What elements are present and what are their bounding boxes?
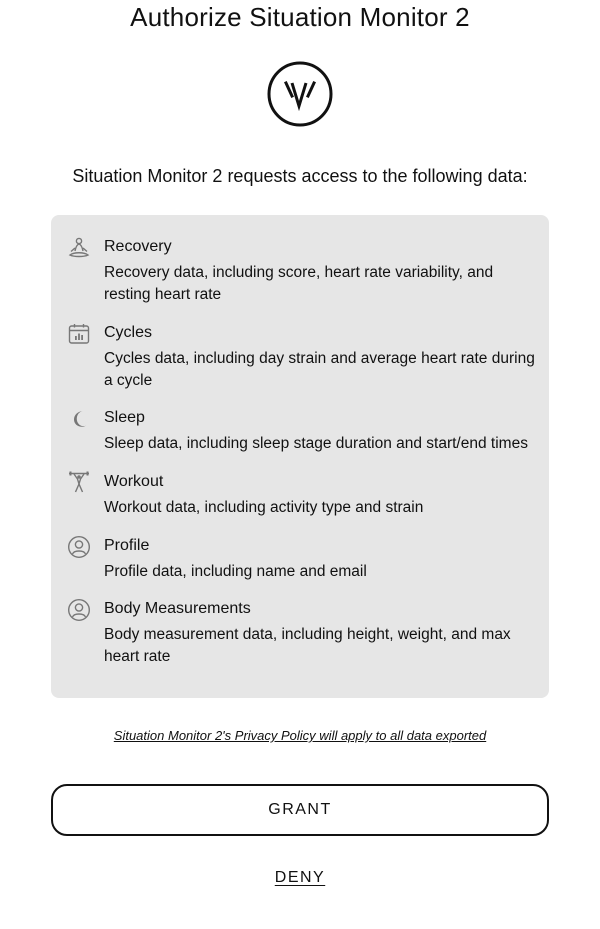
deny-link[interactable]: DENY bbox=[274, 869, 326, 886]
scope-description: Profile data, including name and email bbox=[104, 563, 367, 580]
meditation-icon bbox=[67, 236, 91, 260]
scope-description: Cycles data, including day strain and average heart rate during a cycle bbox=[104, 350, 535, 389]
scope-description: Recovery data, including score, heart rate variability, and resting heart rate bbox=[104, 264, 494, 303]
scope-description: Body measurement data, including height, weight, and max heart rate bbox=[104, 626, 511, 665]
page-title: Authorize Situation Monitor 2 bbox=[130, 2, 470, 32]
scope-title: Body Measurements bbox=[104, 600, 251, 617]
scope-title: Recovery bbox=[104, 238, 172, 255]
user-circle-icon bbox=[67, 535, 91, 559]
privacy-policy-link[interactable]: Situation Monitor 2's Privacy Policy will apply to all data exported bbox=[113, 728, 487, 743]
permissions-panel bbox=[51, 215, 549, 698]
grant-button[interactable]: GRANT bbox=[51, 784, 549, 836]
scope-description: Sleep data, including sleep stage duration and start/end times bbox=[104, 435, 528, 452]
moon-icon bbox=[67, 407, 91, 431]
user-circle-icon bbox=[67, 598, 91, 622]
scope-title: Profile bbox=[104, 537, 150, 554]
whoop-logo-icon bbox=[267, 61, 333, 127]
weightlifter-icon bbox=[67, 471, 91, 495]
request-subtitle: Situation Monitor 2 requests access to the following data: bbox=[72, 166, 528, 186]
scope-title: Sleep bbox=[104, 409, 145, 426]
scope-title: Workout bbox=[104, 473, 164, 490]
calendar-chart-icon bbox=[67, 322, 91, 346]
scope-description: Workout data, including activity type and strain bbox=[104, 499, 424, 516]
scope-title: Cycles bbox=[104, 324, 153, 341]
